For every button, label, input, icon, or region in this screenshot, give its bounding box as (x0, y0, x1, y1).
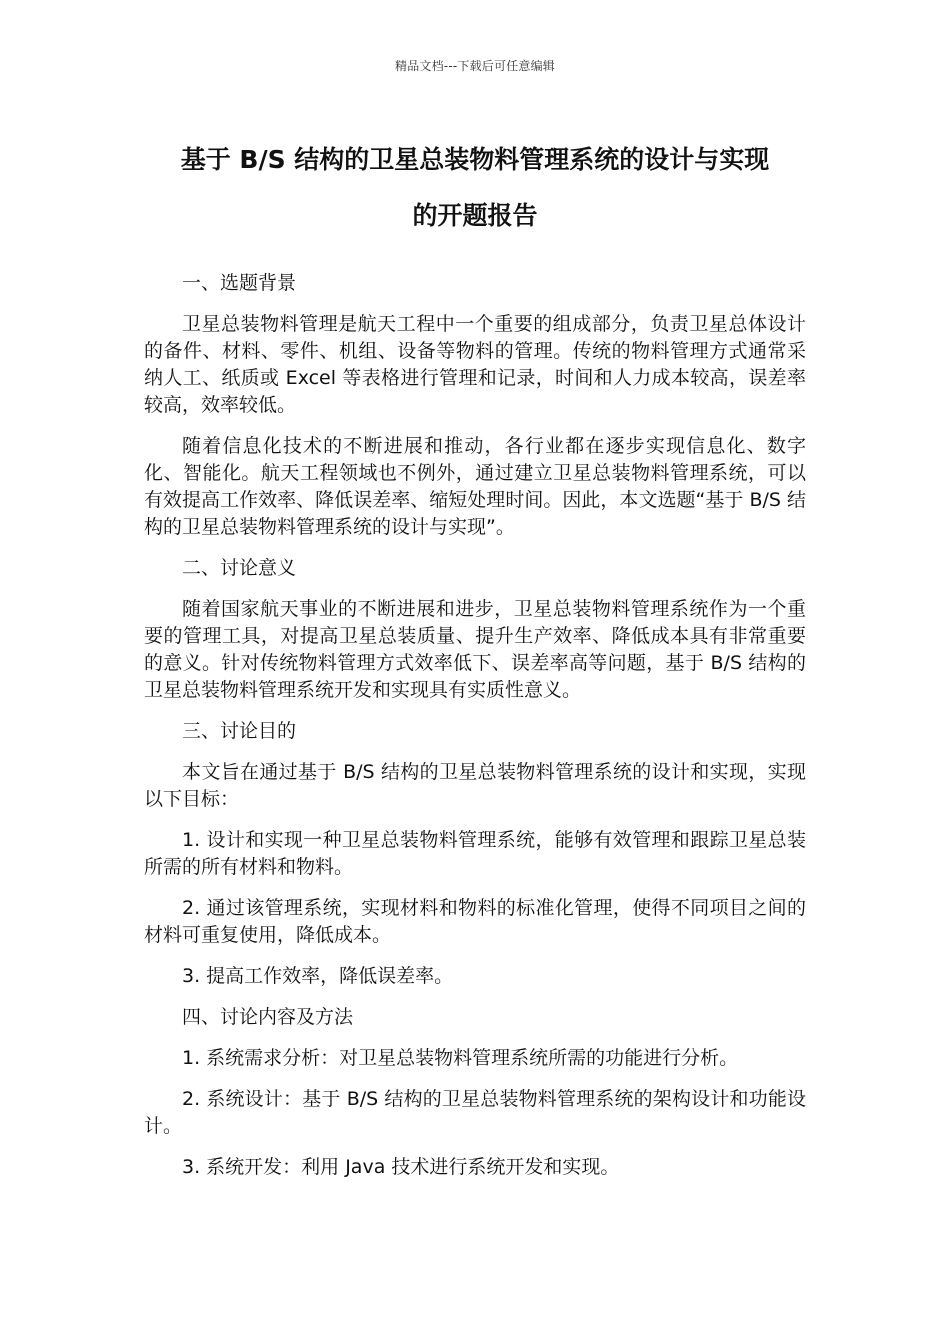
paragraph: 卫星总装物料管理是航天工程中一个重要的组成部分，负责卫星总体设计的备件、材料、零件、机组、设备等物料的管理。传统的物料管理方式通常采纳人工、纸质或 Excel 等表格进行管理和记录，时间和人力成本较高，误差率较高，效率较低。 (144, 313, 806, 416)
document-body (144, 270, 806, 1195)
list-item: 1. 系统需求分析：对卫星总装物料管理系统所需的功能进行分析。 (182, 1047, 739, 1069)
paragraph: 本文旨在通过基于 B/S 结构的卫星总装物料管理系统的设计和实现，实现以下目标： (144, 761, 806, 810)
list-item: 3. 系统开发：利用 Java 技术进行系统开发和实现。 (182, 1156, 620, 1178)
title-line-1: 基于 B/S 结构的卫星总装物料管理系统的设计与实现 (180, 145, 770, 174)
section-heading-content-methods: 四、讨论内容及方法 (182, 1006, 354, 1028)
paragraph: 随着信息化技术的不断进展和推动，各行业都在逐步实现信息化、数字化、智能化。航天工程领域也不例外，通过建立卫星总装物料管理系统，可以有效提高工作效率、降低误差率、缩短处理时间。因此，本文选题“基于 B/S 结构的卫星总装物料管理系统的设计与实现”。 (144, 435, 806, 538)
header-note: 精品文档---下载后可任意编辑 (395, 59, 555, 73)
section-heading-significance: 二、讨论意义 (182, 557, 297, 579)
list-item: 2. 通过该管理系统，实现材料和物料的标准化管理，使得不同项目之间的材料可重复使用，降低成本。 (144, 897, 806, 946)
paragraph: 随着国家航天事业的不断进展和进步，卫星总装物料管理系统作为一个重要的管理工具，对提高卫星总装质量、提升生产效率、降低成本具有非常重要的意义。针对传统物料管理方式效率低下、误差率高等问题，基于 B/S 结构的卫星总装物料管理系统开发和实现具有实质性意义。 (144, 598, 806, 701)
document-title (120, 132, 830, 244)
section-heading-purpose: 三、讨论目的 (182, 720, 297, 742)
section-heading-background: 一、选题背景 (182, 272, 297, 294)
title-line-2: 的开题报告 (412, 201, 538, 230)
list-item: 1. 设计和实现一种卫星总装物料管理系统，能够有效管理和跟踪卫星总装所需的所有材料和物料。 (144, 829, 806, 878)
list-item: 2. 系统设计：基于 B/S 结构的卫星总装物料管理系统的架构设计和功能设计。 (144, 1088, 806, 1137)
list-item: 3. 提高工作效率，降低误差率。 (182, 965, 454, 987)
